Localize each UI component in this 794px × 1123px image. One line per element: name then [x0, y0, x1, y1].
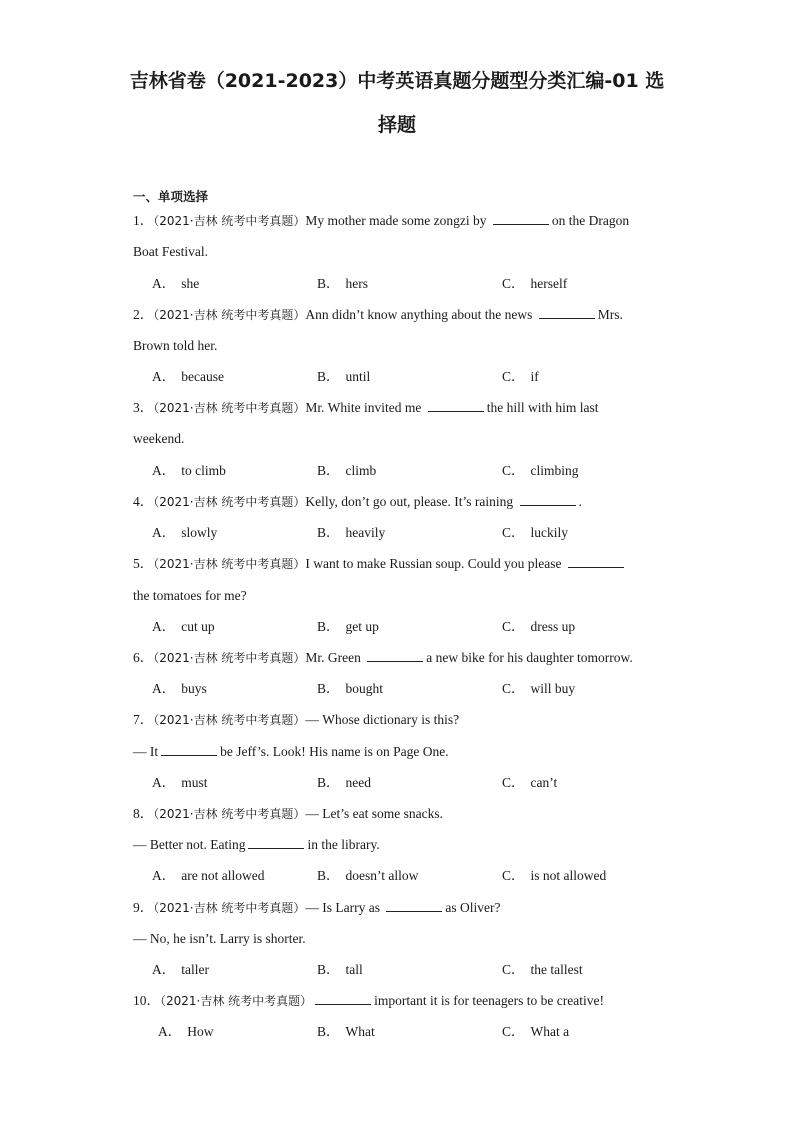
question-8: 8．（2021·吉林 统考中考真题）— Let’s eat some snacks.	[133, 806, 444, 821]
question-3: 3．（2021·吉林 统考中考真题）Mr. White invited me the hill with him last	[133, 400, 599, 415]
option-c[interactable]: C． What a	[502, 1024, 570, 1039]
option-c[interactable]: C． climbing	[502, 463, 579, 478]
answer-blank[interactable]	[428, 399, 484, 412]
option-b[interactable]: B． get up	[317, 619, 379, 634]
option-c[interactable]: C． herself	[502, 276, 568, 291]
option-c[interactable]: C． can’t	[502, 775, 558, 790]
answer-blank[interactable]	[386, 899, 442, 912]
option-b[interactable]: B． tall	[317, 962, 363, 977]
page-title: 吉林省卷（2021-2023）中考英语真题分题型分类汇编-01 选	[129, 70, 665, 92]
option-a[interactable]: A． are not allowed	[152, 868, 265, 883]
question-5: 5．（2021·吉林 统考中考真题）I want to make Russian soup. Could you please	[133, 555, 627, 573]
question-8-line2: — Better not. Eating in the library.	[133, 837, 380, 852]
answer-blank[interactable]	[568, 555, 624, 568]
question-9: 9．（2021·吉林 统考中考真题）— Is Larry as as Oliver?	[133, 900, 501, 915]
page-title-continued: 择题	[377, 114, 416, 136]
option-a[interactable]: A． because	[152, 369, 224, 384]
option-b[interactable]: B． climb	[317, 463, 377, 478]
option-a[interactable]: A． cut up	[152, 619, 215, 634]
question-5-line2: the tomatoes for me?	[133, 588, 247, 603]
answer-blank[interactable]	[161, 743, 217, 756]
option-a[interactable]: A． to climb	[152, 463, 226, 478]
question-1-line2: Boat Festival.	[133, 244, 208, 259]
option-b[interactable]: B． heavily	[317, 525, 386, 540]
option-b[interactable]: B． What	[317, 1024, 375, 1039]
option-b[interactable]: B． until	[317, 369, 371, 384]
answer-blank[interactable]	[315, 992, 371, 1005]
option-a[interactable]: A． slowly	[152, 525, 218, 540]
question-4: 4．（2021·吉林 统考中考真题）Kelly, don’t go out, please. It’s raining .	[133, 494, 582, 509]
option-b[interactable]: B． need	[317, 775, 371, 790]
section-heading: 一、单项选择	[133, 189, 209, 204]
option-c[interactable]: C． if	[502, 369, 539, 384]
option-b[interactable]: B． doesn’t allow	[317, 868, 419, 883]
option-a[interactable]: A． buys	[152, 681, 207, 696]
question-1: 1．（2021·吉林 统考中考真题）My mother made some zongzi by on the Dragon	[133, 213, 630, 228]
option-c[interactable]: C． will buy	[502, 681, 576, 696]
question-10: 10．（2021·吉林 统考中考真题） important it is for teenagers to be creative!	[133, 993, 604, 1008]
option-a[interactable]: A． she	[152, 276, 200, 291]
answer-blank[interactable]	[493, 212, 549, 225]
option-a[interactable]: A． taller	[152, 962, 209, 977]
question-7: 7．（2021·吉林 统考中考真题）— Whose dictionary is this?	[133, 712, 460, 727]
option-c[interactable]: C． is not allowed	[502, 868, 607, 883]
option-b[interactable]: B． bought	[317, 681, 384, 696]
question-7-line2: — It be Jeff’s. Look! His name is on Page One.	[133, 744, 449, 759]
question-2-line2: Brown told her.	[133, 338, 218, 353]
question-9-line2: — No, he isn’t. Larry is shorter.	[133, 931, 306, 946]
answer-blank[interactable]	[520, 493, 576, 506]
question-3-line2: weekend.	[133, 431, 185, 446]
option-a[interactable]: A． must	[152, 775, 208, 790]
option-c[interactable]: C． luckily	[502, 525, 569, 540]
question-2: 2．（2021·吉林 统考中考真题）Ann didn’t know anything about the news Mrs.	[133, 307, 623, 322]
answer-blank[interactable]	[248, 836, 304, 849]
option-c[interactable]: C． dress up	[502, 619, 576, 634]
option-c[interactable]: C． the tallest	[502, 962, 583, 977]
option-a[interactable]: A． How	[158, 1024, 214, 1039]
answer-blank[interactable]	[539, 306, 595, 319]
answer-blank[interactable]	[367, 649, 423, 662]
option-b[interactable]: B． hers	[317, 276, 369, 291]
question-6: 6．（2021·吉林 统考中考真题）Mr. Green a new bike for his daughter tomorrow.	[133, 650, 633, 665]
